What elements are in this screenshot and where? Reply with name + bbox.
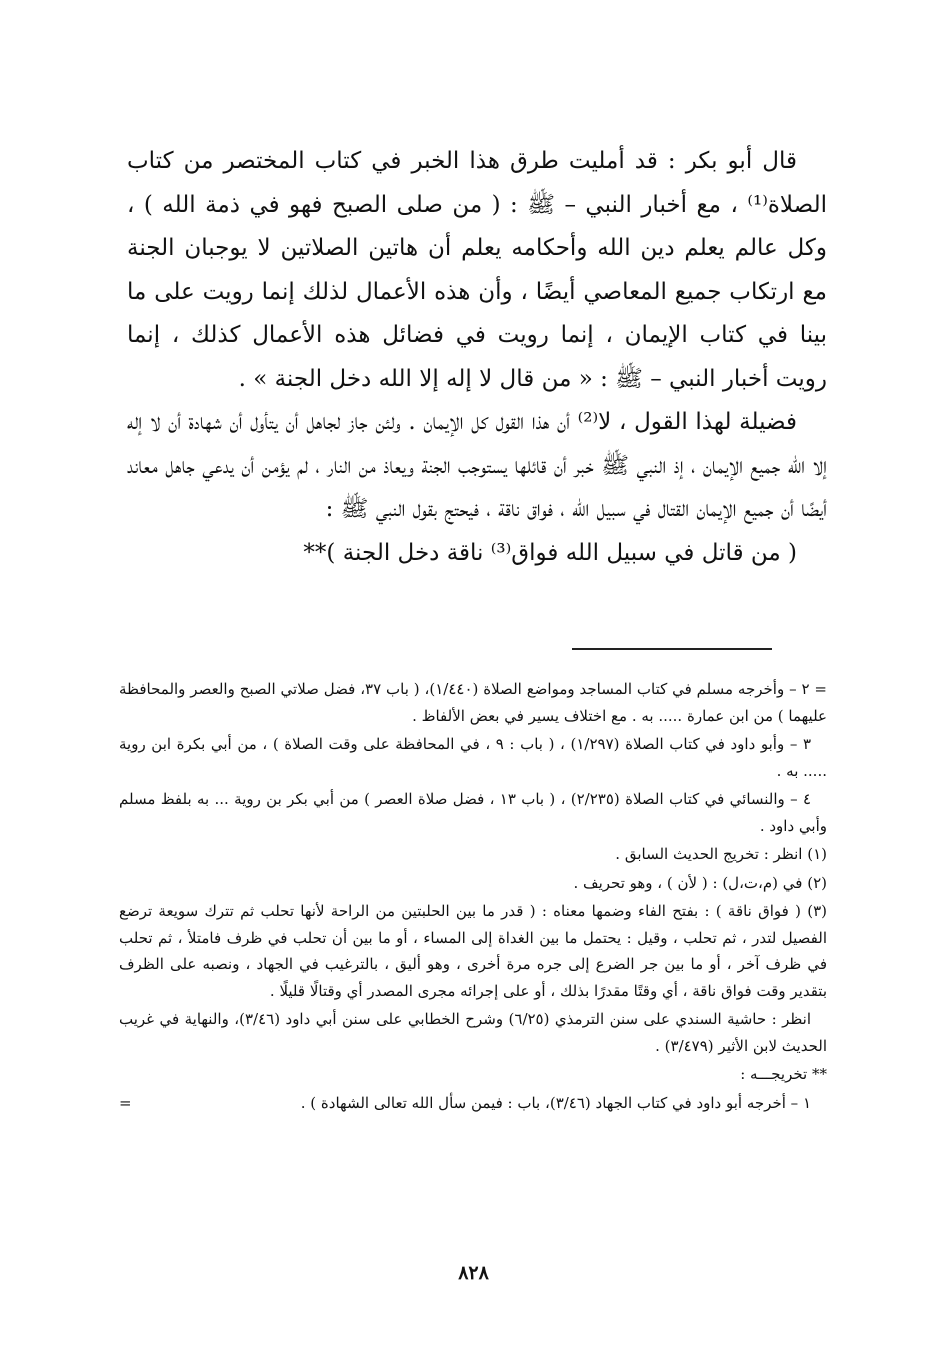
footnote-continued-3: ٣ – وأبو داود في كتاب الصلاة (١/٢٩٧) ، ( باب : ٩ ، في المحافظة على وقت الصلاة ) ، من أبي بكرة ابن روية ..... به .	[119, 735, 827, 780]
footnote-continued-2: = ٢ – وأخرجه مسلم في كتاب المساجد ومواضع الصلاة (١/٤٤٠)، ( باب ٣٧، فضل صلاتي الصبح والعصر والمحافظة عليهما ) من ابن عمارة ..... به . مع اختلاف يسير في بعض الألفاظ .	[119, 680, 827, 725]
footnote-1: (١) انظر : تخريج الحديث السابق .	[615, 845, 827, 863]
footnotes-block	[119, 676, 827, 1118]
page-number: ٨٢٨	[458, 1262, 489, 1284]
footnote-3-references: انظر : حاشية السندي على سنن الترمذي (٦/٢٥) وشرح الخطابي على سنن أبي داود (٣/٤٦)، والنهاية في غريب الحديث لابن الأثير (٣/٤٧٩) .	[119, 1010, 827, 1055]
hadith-quote: ( من قاتل في سبيل الله فواق⁽³⁾ ناقة دخل الجنة )**	[303, 539, 797, 566]
takhrij-line-1	[119, 1090, 827, 1117]
main-paragraph-2: فضيلة لهذا القول ، لا⁽²⁾ أن هذا القول كل الإيمان . ولئن جاز لجاهل أن يتأول أن شهادة أن لا إله إلا الله جميع الإيمان ، إذ النبي ﷺ خبر أن قائلها يستوجب الجنة ويعاذ من النار ، لم يؤمن أن يدعي جاهل معاند أيضًا أن جميع الإيمان القتال في سبيل الله ، فواق ناقة ، فيحتج بقول النبي ﷺ :	[127, 409, 827, 522]
footnote-continued-4: ٤ – والنسائي في كتاب الصلاة (٢/٢٣٥) ، ( باب ١٣ ، فضل صلاة العصر ) من أبي بكر بن روية ... به بلفظ مسلم وأبي داود .	[119, 790, 827, 835]
main-paragraph-1: قال أبو بكر : قد أمليت طرق هذا الخبر في كتاب المختصر من كتاب الصلاة⁽¹⁾ ، مع أخبار النبي – ﷺ : ( من صلى الصبح فهو في ذمة الله ) ، وكل عالم يعلم دين الله وأحكامه يعلم أن هاتين الصلاتين لا يوجبان الجنة مع ارتكاب جميع المعاصي أيضًا ، وأن هذه الأعمال لذلك إنما رويت على ما بينا في كتاب الإيمان ، إنما رويت في فضائل هذه الأعمال كذلك ، إنما رويت أخبار النبي – ﷺ : « من قال لا إله إلا الله دخل الجنة » .	[127, 148, 827, 392]
footnote-3: (٣) ( فواق ناقة ) : بفتح الفاء وضمها معناه : ( قدر ما بين الحلبتين من الراحة لأنها تحلب ثم تترك سويعة ترضع الفصيل لتدر ، ثم تحلب ، وقيل : يحتمل ما بين الغداة إلى المساء ، أو ما بين أن تحلب في ظرف فامتلأ ، ثم تحلب في ظرف آخر ، أو ما بين جر الضرع إلى جره مرة أخرى ، وهو أليق ، بالترغيب في الجهاد ، ونصبه على الظرف بتقدير وقت فواق ناقة ، أي وقتًا مقدرًا بذلك ، أو على إجرائه مجرى المصدر أي وقتالًا قليلًا .	[119, 902, 827, 1000]
footnote-2: (٢) في (م،ت،ل) : ( لأن ) ، وهو تحريف .	[573, 873, 827, 892]
continuation-mark: =	[119, 1093, 132, 1112]
footnote-separator	[572, 648, 772, 650]
takhrij-heading: ** تخريجـــه :	[740, 1065, 827, 1083]
main-text-block	[127, 140, 827, 575]
takhrij-text: ١ – أخرجه أبو داود في كتاب الجهاد (٣/٤٦)، باب : فيمن سأل الله تعالى الشهادة ) .	[300, 1093, 811, 1112]
